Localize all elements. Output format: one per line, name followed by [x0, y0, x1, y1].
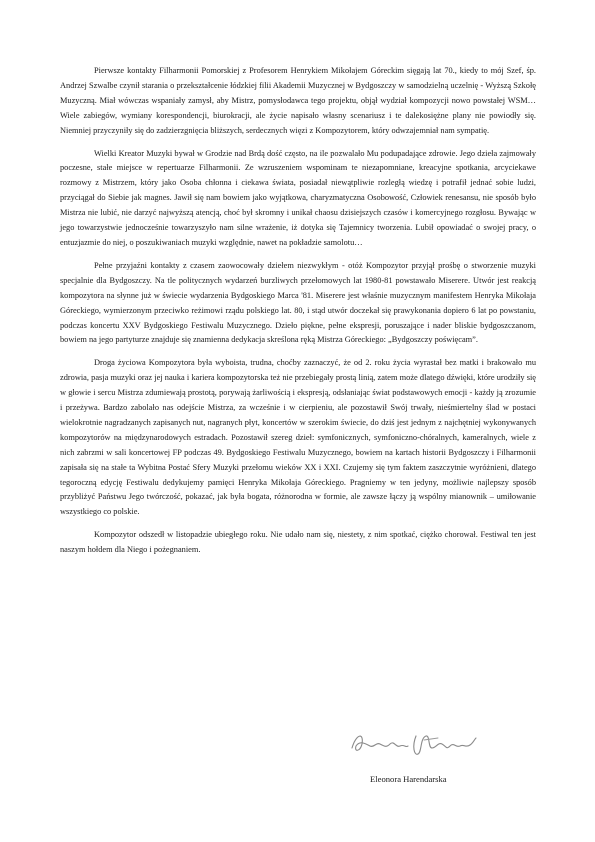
paragraph-1: Pierwsze kontakty Filharmonii Pomorskiej z Profesorem Henrykiem Mikołajem Góreckim sięgają lat 70., kiedy to mój Szef, śp. Andrzej Szwalbe czynił starania o przekształcenie łódzkiej filii Akademii Muzycznej w Bydgoszczy w samodzielną uczelnię - Wyższą Szkołę Muzyczną. Miał wówczas wspaniały zamysł, aby Mistrz, pomysłodawca tego projektu, objął wydział kompozycji nowo powstałej WSM… Wiele zabiegów, wymiany korespondencji, biurokracji, ale życie napisało własny scenariusz i te dalekosiężne plany nie powiodły się. Niemniej przyczyniły się do zadzierzgnięcia bliższych, serdecznych więzi z Kompozytorem, który odwzajemniał nam sympatię.	[60, 66, 536, 135]
letter-body	[60, 64, 536, 566]
handwritten-signature	[346, 726, 486, 764]
paragraph-2: Wielki Kreator Muzyki bywał w Grodzie nad Brdą dość często, na ile pozwalało Mu podupadające zdrowie. Jego dzieła zajmowały poczesne, stałe miejsce w repertuarze Filharmonii. Ze wzruszeniem wspominam te niezapomniane, kreacyjne spotkania, arcyciekawe rozmowy z Mistrzem, który jako Osoba chłonna i ciekawa świata, posiadał niewątpliwie rozległą wiedzę i potrafił jednać sobie ludzi, przyciągał do Siebie jak magnes. Jawił się nam bowiem jako wyjątkowa, charyzmatyczna Osobowość, Człowiek renesansu, nie sposób było Mistrza nie lubić, nie darzyć najwyższą atencją, choć był skromny i unikał chaosu dzisiejszych czasów i komercyjnego rozgłosu. Bywając w jego towarzystwie jednocześnie towarzyszyło nam silne wrażenie, iż dotyka się Tajemnicy tworzenia. Lubił opowiadać o swojej pracy, o entuzjazmie do niej, o poszukiwaniach muzyki względnie, nawet na pokładzie samolotu…	[60, 148, 536, 247]
paragraph-4: Droga życiowa Kompozytora była wyboista, trudna, choćby zaznaczyć, że od 2. roku życia wyrastał bez matki i brakowało mu zdrowia, pasja muzyki oraz jej nauka i kariera kompozytorska też nie przebiegały prostą linią, zatem może dlatego dźwięki, które urodziły się w głowie i sercu Mistrza zdumiewają prostotą, porywają żarliwością i ekspresją, odsłaniając świat podstawowych emocji - każdy ją zrozumie i przeżywa. Bardzo zabolało nas odejście Mistrza, za wcześnie i w cierpieniu, ale pozostawił Swój trwały, nieśmiertelny ślad w postaci wielokrotnie nagradzanych zapisanych nut, nagranych płyt, koncertów w szerokim świecie, do dziś jest jednym z najchętniej wykonywanych kompozytorów na międzynarodowych estradach. Pozostawił szereg dzieł: symfonicznych, symfoniczno-chóralnych, kameralnych, wiele z nich zabrzmi w sali koncertowej FP podczas 49. Bydgoskiego Festiwalu Muzycznego, bowiem na kartach historii Bydgoszczy i Filharmonii zapisała się na stałe ta Wybitna Postać Sfery Muzyki przełomu wieków XX i XXI. Czujemy się tym faktem zaszczytnie wyróżnieni, dlatego tegoroczną edycję Festiwalu dedykujemy pamięci Henryka Mikołaja Góreckiego. Pragniemy w ten jedyny, możliwie najlepszy sposób przybliżyć Państwu Jego twórczość, pokazać, jak była bogata, różnorodna w formie, ale zawsze łączy ją wspólny mianownik – umiłowanie wszystkiego co polskie.	[60, 358, 536, 517]
signatory-name: Eleonora Harendarska	[370, 774, 447, 784]
paragraph-3: Pełne przyjaźni kontakty z czasem zaowocowały dziełem niezwykłym - otóż Kompozytor przyjął prośbę o stworzenie muzyki specjalnie dla Bydgoszczy. Na tle politycznych wydarzeń burzliwych przełomowych lat 1980-81 powstawało Miserere. Utwór jest reakcją kompozytora na słynne już w świecie wydarzenia Bydgoskiego Marca '81. Miserere jest właśnie muzycznym manifestem Henryka Mikołaja Góreckiego, wymierzonym przeciwko reżimowi rządu polskiego lat. 80, i stąd utwór doczekał się prawykonania dopiero 6 lat po powstaniu, podczas koncertu XXV Bydgoskiego Festiwalu Muzycznego. Dzieło piękne, pełne ekspresji, poruszające i nader bliskie bydgoszczanom, bowiem na jego partyturze znajduje się znamienna dedykacja skreślona ręką Mistrza Góreckiego: „Bydgoszczy poświęcam”.	[60, 260, 536, 345]
paragraph-5: Kompozytor odszedł w listopadzie ubiegłego roku. Nie udało nam się, niestety, z nim spotkać, ciężko chorował. Festiwal ten jest naszym hołdem dla Niego i pożegnaniem.	[60, 530, 536, 555]
signature-block	[320, 726, 520, 784]
